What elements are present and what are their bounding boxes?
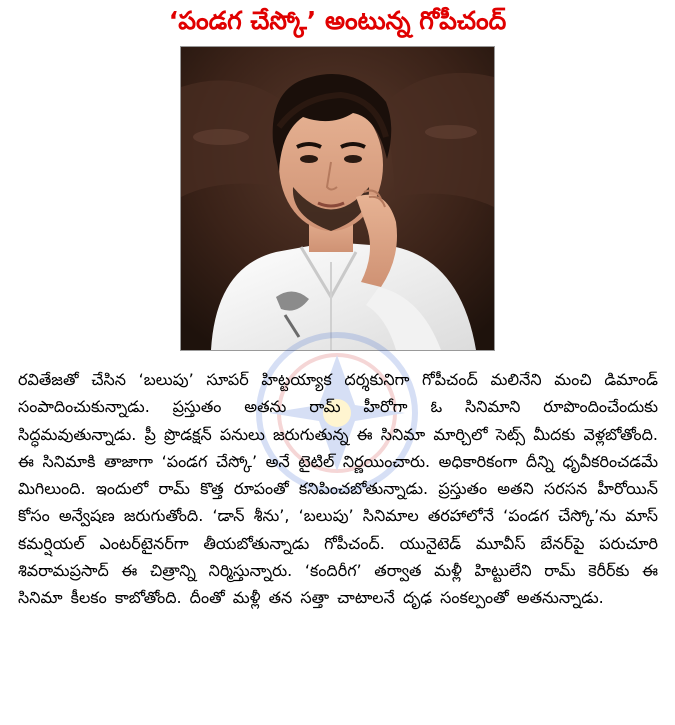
actor-photo-illustration xyxy=(181,47,494,350)
article-body: రవితేజతో చేసిన ‘బలుపు’ సూపర్ హిట్టయ్యాక దర్శకునిగా గోపీచంద్ మలినేని మంచి డిమాండ్ సంపాదించుకున్నాడు. ప్రస్తుతం అతను రామ్ హీరోగా ఓ సినిమాని రూపొందించేందుకు సిద్ధమవుతున్నాడు. ప్రీ ప్రొడక్షన్ పనులు జరుగుతున్న ఈ సినిమా మార్చిలో సెట్స్ మీదకు వెళ్లబోతోంది. ఈ సినిమాకి తాజాగా ‘పండగ చేస్కో’ అనే టైటిల్ నిర్ణయించారు. అధికారికంగా దీన్ని ధృవీకరించడమే మిగిలుంది. ఇందులో రామ్ కొత్త రూపంతో కనిపించబోతున్నాడు. ప్రస్తుతం అతని సరసన హీరోయిన్ కోసం అన్వేషణ జరుగుతోంది. ‘డాన్ శీను’, ‘బలుపు’ సినిమాల తరహాలోనే ‘పండగ చేస్కో’ను మాస్ కమర్షియల్ ఎంటర్‌టైనర్‌గా తీయబోతున్నాడు గోపీచంద్. యునైటెడ్ మూవీస్ బేనర్‌పై పరుచూరి శివరామప్రసాద్ ఈ చిత్రాన్ని నిర్మిస్తున్నారు. ‘కందిరీగ’ తర్వాత మళ్లీ హిట్టులేని రామ్ కెరీర్‌కు ఈ సినిమా కీలకం కాబోతోంది. దీంతో మళ్లీ తన సత్తా చాటాలనే దృఢ సంకల్పంతో అతనున్నాడు. xyxy=(18,370,658,608)
actor-photo xyxy=(180,46,495,351)
headline: ‘పండగ చేస్కో’ అంటున్న గోపీచంద్ xyxy=(168,6,507,35)
